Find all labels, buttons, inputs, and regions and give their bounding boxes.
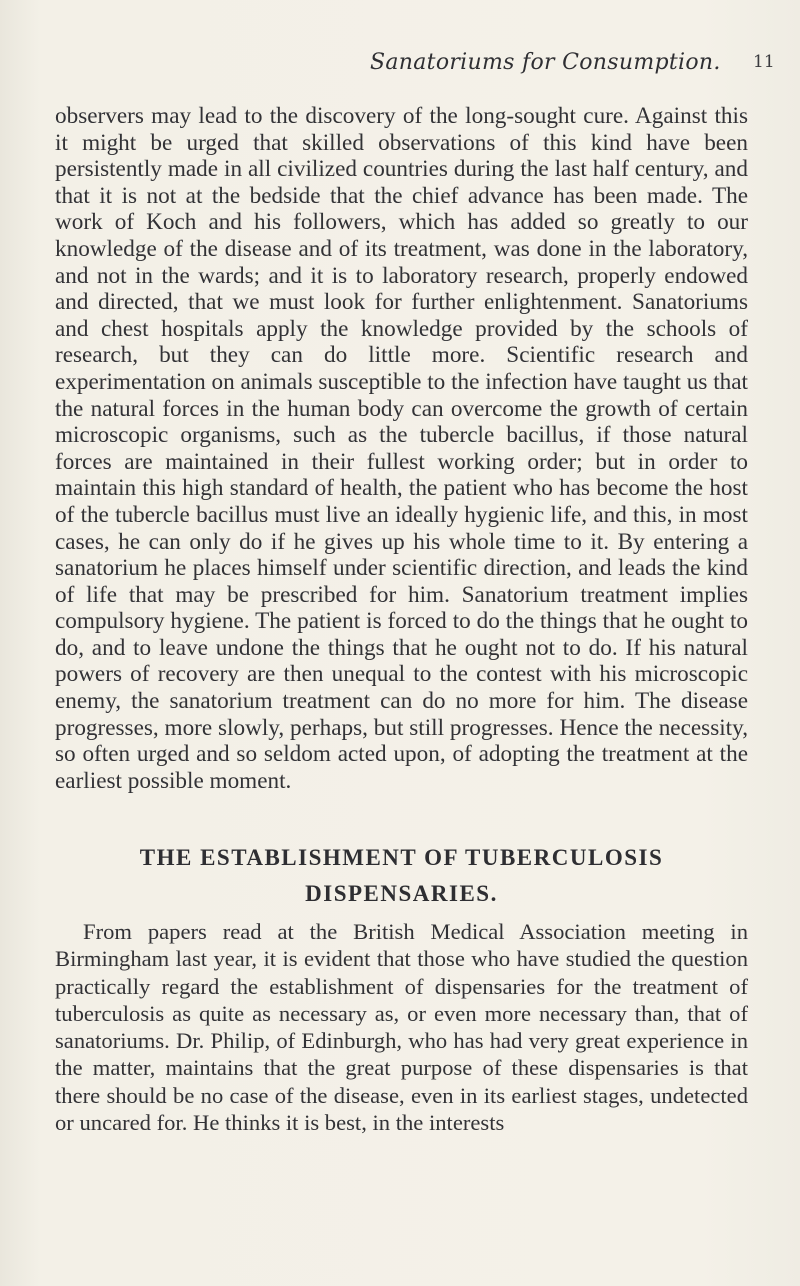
- page-number: 11: [753, 52, 775, 72]
- paragraph-continued: observers may lead to the discovery of the long-sought cure. Against this it might be urged that skilled observations of this kind have been persistently made in all civilized countries during the last half century, and that it is not at the bedside that the chief advance has been made. The work of Koch and his followers, which has added so greatly to our knowledge of the disease and of its treatment, was done in the laboratory, and not in the wards; and it is to laboratory research, properly endowed and directed, that we must look for further enlightenment. Sanatoriums and chest hospitals apply the knowledge provided by the schools of research, but they can do little more. Scientific research and experimentation on animals susceptible to the infection have taught us that the natural forces in the human body can overcome the growth of certain microscopic organisms, such as the tubercle bacillus, if those natural forces are maintained in their fullest working order; but in order to maintain this high standard of health, the patient who has become the host of the tubercle bacillus must live an ideally hygienic life, and this, in most cases, he can only do if he gives up his whole time to it. By entering a sanatorium he places himself under scientific direction, and leads the kind of life that may be prescribed for him. Sanatorium treatment implies compulsory hygiene. The patient is forced to do the things that he ought to do, and to leave undone the things that he ought not to do. If his natural powers of recovery are then unequal to the contest with his microscopic enemy, the sanatorium treatment can do no more for him. The disease progresses, more slowly, perhaps, but still progresses. Hence the necessity, so often urged and so seldom acted upon, of adopting the treatment at the earliest possible moment.: [55, 103, 748, 794]
- running-head: [0, 50, 800, 90]
- paragraph-dispensaries: From papers read at the British Medical Association meeting in Birmingham last year, it is evident that those who have studied the question practically regard the establishment of dispensaries for the treatment of tuberculosis as quite as necessary as, or even more necessary than, that of sanatoriums. Dr. Philip, of Edinburgh, who has had very great experience in the matter, maintains that the great purpose of these dispensaries is that there should be no case of the disease, even in its earliest stages, undetected or uncared for. He thinks it is best, in the interests: [55, 919, 748, 1136]
- section-heading-line-2: DISPENSARIES.: [305, 881, 498, 906]
- section-heading-line-1: THE ESTABLISHMENT OF TUBERCULOSIS: [139, 845, 664, 870]
- section-heading: [55, 840, 748, 912]
- running-title: Sanatoriums for Consumption.: [370, 50, 721, 75]
